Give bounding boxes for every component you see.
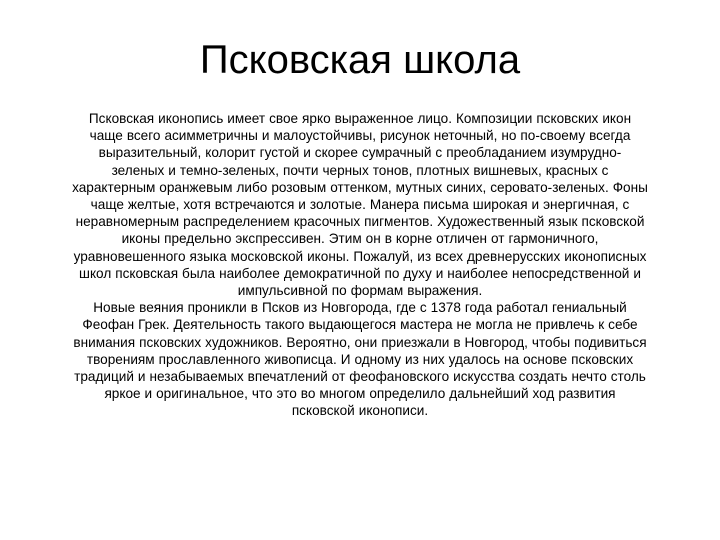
slide-title: Псковская школа [199,38,521,82]
body-text: Псковская иконопись имеет свое ярко выраженное лицо. Композиции псковских икон чаще всего асимметричны и малоустойчивы, рисунок неточный, но по-своему всегда выразительный, колорит густой и скорее сумрачный с преобладанием изумрудно- зеленых и темно-зеленых, почти черных тонов, плотных вишневых, красных с характерным оранжевым либо розовым оттенком, мутных синих, серовато-зеленых. Фоны чаще желтые, хотя встречаются и золотые. Манера письма широкая и энергичная, с неравномерным распределением красочных пигментов. Художественный язык псковской иконы предельно экспрессивен. Этим он в корне отличен от гармоничного, уравновешенного языка московской иконы. Пожалуй, из всех древнерусских иконописных школ псковская была наиболее демократичной по духу и наиболее непосредственной и импульсивной по формам выражения. Новые веяния проникли в Псков из Новгорода, где с 1378 года работал гениальный Феофан Грек. Деятельность такого выдающегося мастера не могла не привлечь к себе внимания псковских художников. Вероятно, они приезжали в Новгород, чтобы подивиться творениям прославленного живописца. И одному из них удалось на основе псковских традиций и незабываемых впечатлений от феофановского искусства создать нечто столь яркое и оригинальное, что это во многом определило дальнейший ход развития псковской иконописи. [72,111,648,419]
